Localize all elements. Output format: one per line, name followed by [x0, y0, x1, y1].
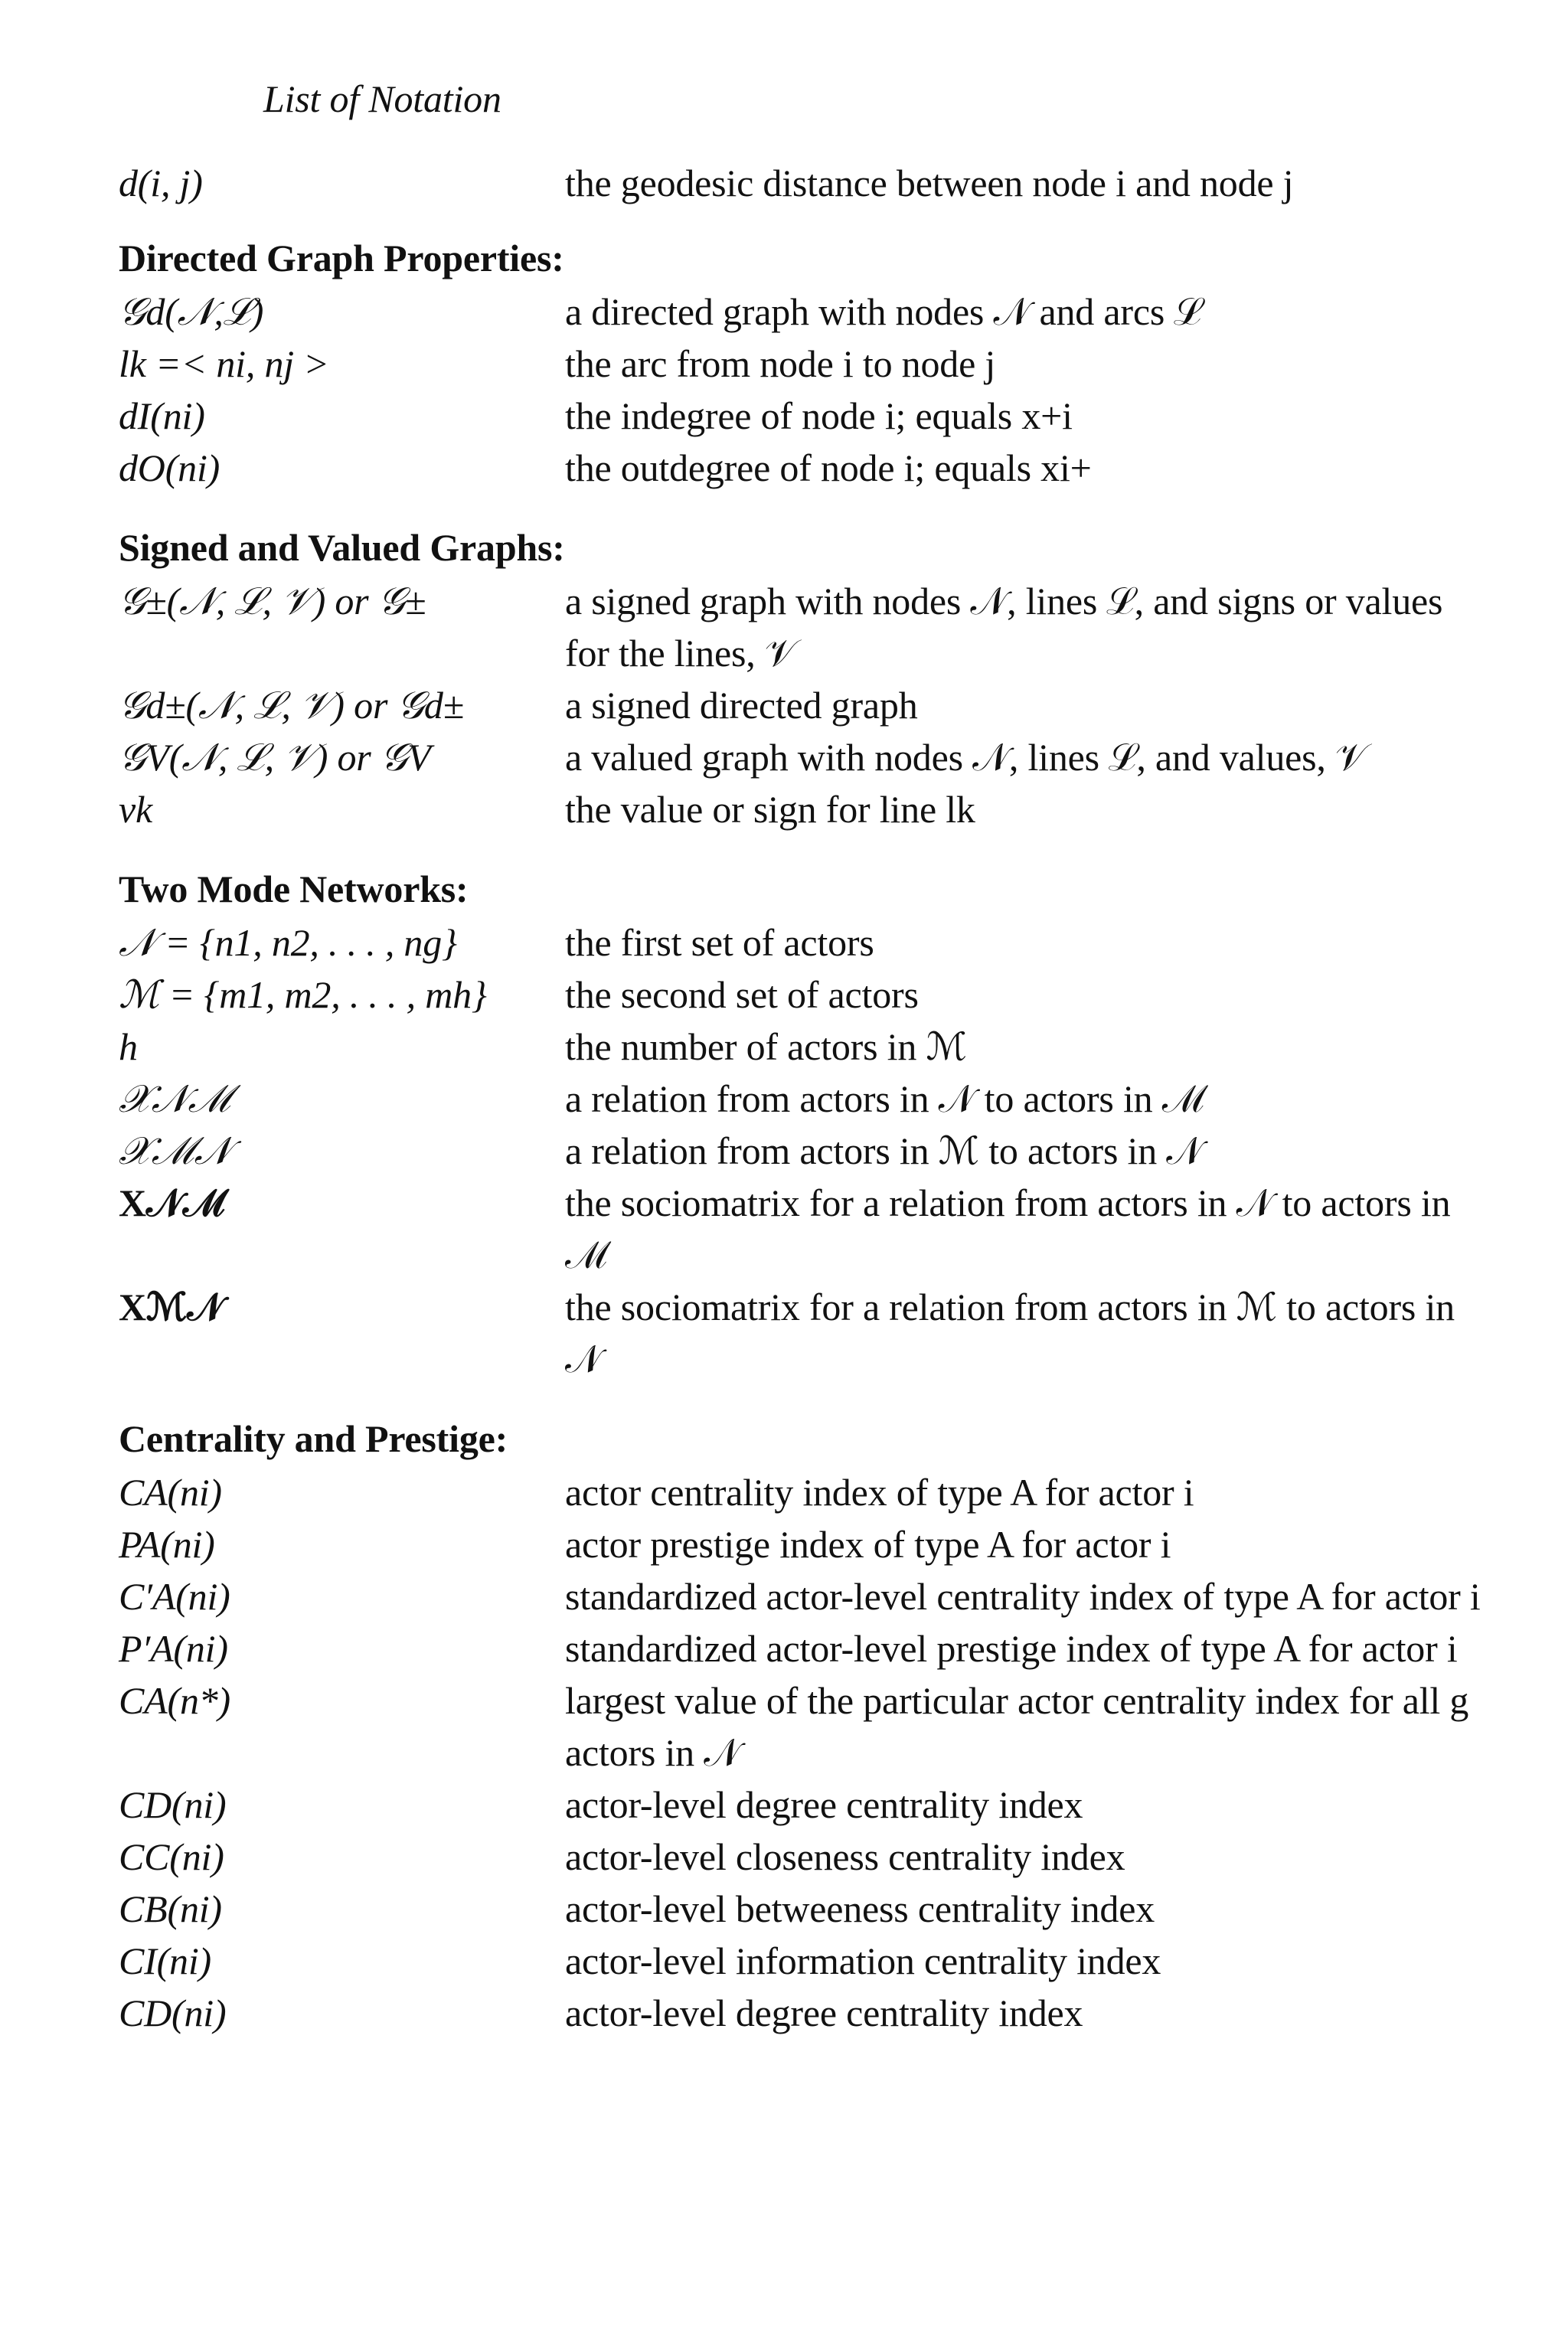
notation-symbol: h — [119, 1025, 138, 1068]
notation-entry — [119, 1466, 1481, 1518]
notation-description: actor-level degree centrality index — [565, 1783, 1083, 1826]
notation-entry — [119, 969, 1481, 1021]
notation-description: actor centrality index of type A for actor i — [565, 1471, 1194, 1514]
notation-symbol: P′A(ni) — [119, 1627, 228, 1670]
notation-list — [119, 157, 1481, 2039]
notation-section — [119, 232, 1481, 494]
notation-description: actor-level betweeness centrality index — [565, 1887, 1155, 1930]
notation-symbol: C′A(ni) — [119, 1575, 230, 1618]
notation-description: actor-level information centrality index — [565, 1939, 1161, 1982]
section-heading: Signed and Valued Graphs: — [119, 526, 565, 569]
notation-description: actor prestige index of type A for actor i — [565, 1523, 1171, 1566]
notation-symbol: dO(ni) — [119, 446, 220, 489]
notation-symbol: CC(ni) — [119, 1835, 224, 1878]
notation-entry — [119, 1518, 1481, 1570]
notation-entry — [119, 390, 1481, 442]
notation-entry — [119, 338, 1481, 390]
notation-description: standardized actor-level centrality index of type A for actor i — [565, 1575, 1481, 1618]
notation-description: actor-level degree centrality index — [565, 1991, 1083, 2034]
notation-symbol: CD(ni) — [119, 1783, 227, 1826]
notation-description: a relation from actors in 𝒩 to actors in ℳ — [565, 1077, 1205, 1120]
notation-symbol: 𝒳ℳ𝒩 — [119, 1129, 231, 1172]
notation-symbol: CA(ni) — [119, 1471, 222, 1514]
notation-entry — [119, 286, 1481, 338]
notation-entry — [119, 1570, 1481, 1622]
notation-description: the outdegree of node i; equals xi+ — [565, 446, 1092, 489]
notation-description: the arc from node i to node j — [565, 342, 996, 385]
notation-description: standardized actor-level prestige index of type A for actor i — [565, 1627, 1458, 1670]
notation-description: the indegree of node i; equals x+i — [565, 394, 1073, 437]
section-heading: Two Mode Networks: — [119, 867, 469, 910]
page-header: List of Notation — [263, 77, 501, 120]
notation-description: the value or sign for line lk — [565, 788, 975, 831]
notation-entry — [119, 1073, 1481, 1125]
notation-description: a signed directed graph — [565, 684, 918, 727]
notation-entry — [119, 916, 1481, 969]
notation-symbol: 𝒢d(𝒩,ℒ) — [119, 290, 264, 333]
notation-entry — [119, 731, 1481, 783]
notation-symbol: X𝒩ℳ — [119, 1181, 226, 1224]
notation-symbol: PA(ni) — [119, 1523, 215, 1566]
notation-description: actor-level closeness centrality index — [565, 1835, 1125, 1878]
notation-symbol: dI(ni) — [119, 394, 205, 437]
notation-section — [119, 1413, 1481, 2039]
notation-description: the first set of actors — [565, 921, 874, 964]
notation-entry — [119, 783, 1481, 835]
notation-symbol: 𝒢±(𝒩, ℒ, 𝒱) or 𝒢± — [119, 580, 426, 622]
notation-entry — [119, 679, 1481, 731]
notation-description: the sociomatrix for a relation from actors in 𝒩 to actors in ℳ — [565, 1181, 1451, 1276]
notation-description: the sociomatrix for a relation from actors in ℳ to actors in 𝒩 — [565, 1286, 1455, 1380]
notation-symbol: Xℳ𝒩 — [119, 1286, 224, 1328]
notation-symbol: 𝒢V(𝒩, ℒ, 𝒱) or 𝒢V — [119, 736, 431, 779]
section-heading: Directed Graph Properties: — [119, 237, 564, 279]
notation-symbol: lk =< ni, nj > — [119, 342, 329, 385]
notation-entry — [119, 1177, 1481, 1281]
notation-entry — [119, 1674, 1481, 1779]
notation-symbol: d(i, j) — [119, 162, 203, 204]
notation-symbol: CB(ni) — [119, 1887, 222, 1930]
notation-symbol: CI(ni) — [119, 1939, 211, 1982]
notation-description: the geodesic distance between node i and node j — [565, 162, 1294, 204]
notation-entry — [119, 1125, 1481, 1177]
notation-description: the number of actors in ℳ — [565, 1025, 967, 1068]
notation-entry — [119, 157, 1481, 209]
notation-section — [119, 863, 1481, 1385]
notation-symbol: 𝒳𝒩ℳ — [119, 1077, 231, 1120]
notation-symbol: 𝒩 = {n1, n2, . . . , ng} — [119, 921, 457, 964]
notation-description: a valued graph with nodes 𝒩, lines ℒ, and values, 𝒱 — [565, 736, 1367, 779]
notation-entry — [119, 1831, 1481, 1883]
notation-entry — [119, 1021, 1481, 1073]
notation-entry — [119, 1779, 1481, 1831]
notation-description: largest value of the particular actor centrality index for all g actors in 𝒩 — [565, 1679, 1469, 1774]
notation-sections — [119, 232, 1481, 2039]
notation-entry — [119, 575, 1481, 679]
notation-description: a signed graph with nodes 𝒩, lines ℒ, and signs or values for the lines, 𝒱 — [565, 580, 1443, 675]
notation-symbol: CA(n*) — [119, 1679, 230, 1722]
notation-entry — [119, 1622, 1481, 1674]
notation-entry — [119, 1935, 1481, 1987]
notation-entry — [119, 1987, 1481, 2039]
notation-description: a directed graph with nodes 𝒩 and arcs ℒ — [565, 290, 1202, 333]
notation-description: the second set of actors — [565, 973, 919, 1016]
section-heading: Centrality and Prestige: — [119, 1417, 508, 1460]
notation-entry — [119, 442, 1481, 494]
notation-entry — [119, 1281, 1481, 1385]
notation-symbol: CD(ni) — [119, 1991, 227, 2034]
notation-symbol: ℳ = {m1, m2, . . . , mh} — [119, 973, 487, 1016]
top-entries — [119, 157, 1481, 209]
notation-description: a relation from actors in ℳ to actors in 𝒩 — [565, 1129, 1204, 1172]
notation-symbol: vk — [119, 788, 152, 831]
notation-entry — [119, 1883, 1481, 1935]
notation-symbol: 𝒢d±(𝒩, ℒ, 𝒱) or 𝒢d± — [119, 684, 464, 727]
notation-section — [119, 521, 1481, 835]
